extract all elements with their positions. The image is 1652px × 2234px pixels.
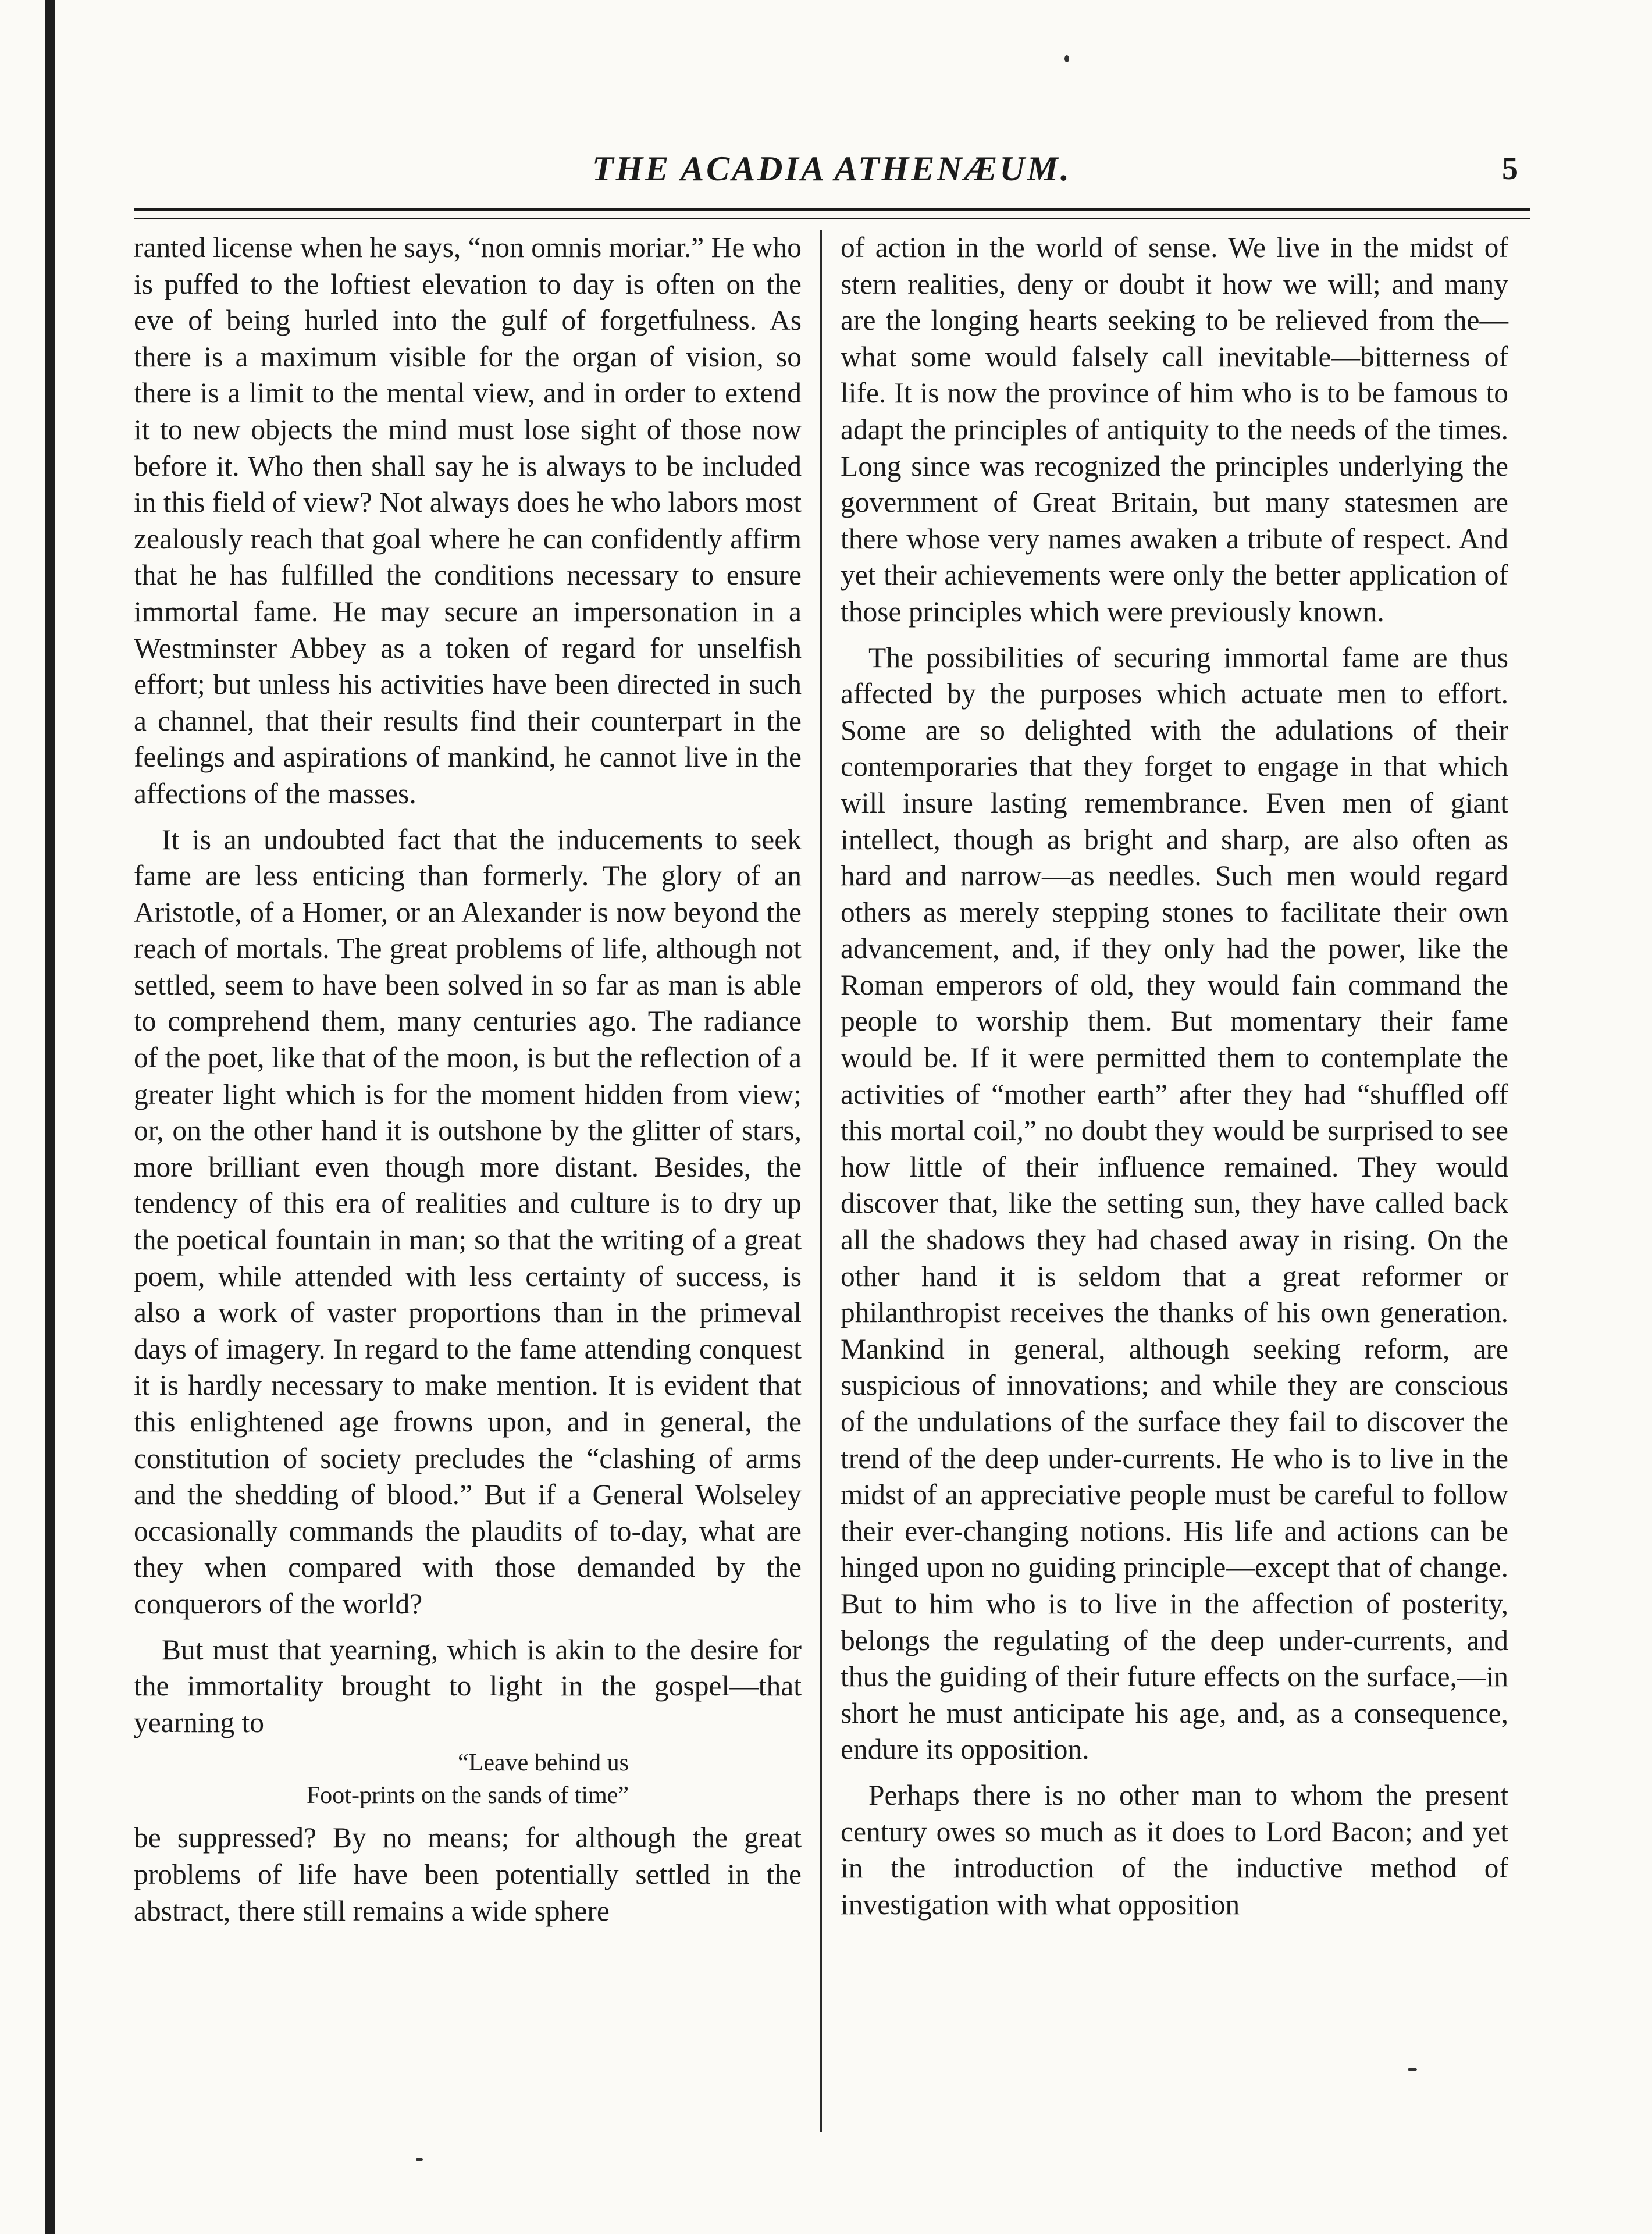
verse-line-1: “Leave behind us xyxy=(458,1750,629,1777)
print-speck xyxy=(1408,2068,1417,2071)
left-paragraph-1: ranted license when he says, “non omnis moriar.” He who is puffed to the loftiest elevation to day is often on the eve of being hurled into the gulf of forgetfulness. As there is a maximum visible for the organ of vision, so there is a limit to the mental view, and in order to extend it to new objects the mind must lose sight of those now before it. Who then shall say he is always to be included in this field of view? Not always does he who labors most zealously reach that goal where he can confidently affirm that he has fulfilled the conditions necessary to ensure immortal fame. He may secure an impersonation in a Westminster Abbey as a token of regard for unselfish effort; but unless his activities have been directed in such a channel, that their results find their counterpart in the feelings and aspirations of mankind, he cannot live in the affections of the masses. xyxy=(134,231,802,810)
left-paragraph-3: But must that yearning, which is akin to the desire for the immortality brought to light in the gospel—that yearning to xyxy=(134,1633,802,1738)
left-paragraph-4: be suppressed? By no means; for although the great problems of life have been potentially settled in the abstract, there still remains a wide sphere xyxy=(134,1822,802,1927)
running-title: THE ACADIA ATHENÆUM. xyxy=(592,149,1072,188)
page-number: 5 xyxy=(1502,151,1518,187)
verse-quotation xyxy=(134,1747,802,1812)
left-paragraph-2: It is an undoubted fact that the inducements to seek fame are less enticing than formerly. The glory of an Aristotle, of a Homer, or an Alexander is now beyond the reach of mortals. The great problems of life, although not settled, seem to have been solved in so far as man is able to comprehend them, many centuries ago. The radiance of the poet, like that of the moon, is but the reflection of a greater light which is for the moment hidden from view; or, on the other hand it is outshone by the glitter of stars, more brilliant even though more distant. Besides, the tendency of this era of realities and culture is to dry up the poetical fountain in man; so that the writing of a great poem, while attended with less certainty of success, is also a work of vaster proportions than in the primeval days of imagery. In regard to the fame attending conquest it is hardly necessary to make mention. It is evident that this enlightened age frowns upon, and in general, the constitution of society precludes the “clashing of arms and the shedding of blood.” But if a General Wolseley occasionally commands the plaudits of to-day, what are they when compared with those demanded by the conquerors of the world? xyxy=(134,823,802,1620)
header-rule xyxy=(134,208,1530,219)
column-divider xyxy=(820,230,822,2132)
left-column xyxy=(134,230,802,1929)
right-paragraph-1: of action in the world of sense. We live in the midst of stern realities, deny or doubt it how we will; and many are the longing hearts seeking to be relieved from the—what some would falsely call inevitable—bitterness of life. It is now the province of him who is to be famous to adapt the principles of antiquity to the needs of the times. Long since was recognized the principles underlying the government of Great Britain, but many statesmen are there whose very names awaken a tribute of respect. And yet their achievements were only the better application of those principles which were previously known. xyxy=(841,231,1508,628)
verse-line-2: Foot-prints on the sands of time” xyxy=(306,1782,629,1809)
print-speck xyxy=(1064,55,1069,62)
binding-edge xyxy=(45,0,55,2234)
right-paragraph-3: Perhaps there is no other man to whom the present century owes so much as it does to Lord Bacon; and yet in the introduction of the inductive method of investigation with what opposition xyxy=(841,1779,1508,1921)
page-header xyxy=(134,145,1530,198)
right-column xyxy=(841,230,1508,1923)
right-paragraph-2: The possibilities of securing immortal fame are thus affected by the purposes which actuate men to effort. Some are so delighted with the adulations of their contemporaries that they forget to engage in that which will insure lasting remembrance. Even men of giant intellect, though as bright and sharp, are also often as hard and narrow—as needles. Such men would regard others as merely stepping stones to facilitate their own advancement, and, if they only had the power, like the Roman emperors of old, they would fain command the people to worship them. But momentary their fame would be. If it were permitted them to contemplate the activities of “mother earth” after they had “shuffled off this mortal coil,” no doubt they would be surprised to see how little of their influence remained. They would discover that, like the setting sun, they have called back all the shadows they had chased away in rising. On the other hand it is seldom that a great reformer or philanthropist receives the thanks of his own generation. Mankind in general, although seeking reform, are suspicious of innovations; and while they are conscious of the undulations of the surface they fail to discover the trend of the deep under-currents. He who is to live in the midst of an appreciative people must be careful to follow their ever-changing notions. His life and actions can be hinged upon no guiding principle—except that of change. But to him who is to live in the affection of posterity, belongs the regulating of the deep under-currents, and thus the guiding of their future effects on the surface,—in short he must anticipate his age, and, as a consequence, endure its opposition. xyxy=(841,641,1508,1766)
print-speck xyxy=(416,2158,423,2161)
